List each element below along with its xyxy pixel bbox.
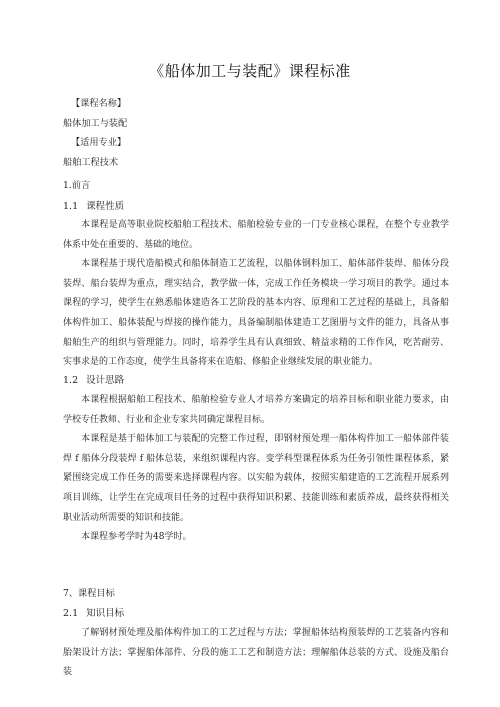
section-1-2-heading: [63, 371, 449, 391]
paragraph-course-description: 本课程基于现代造船模式和船体制造工艺流程，以船体钢料加工、船体部件装焊、船体分段装焊、船台装焊为重点，理实结合，教学做一体，完成工作任务模块一学习项目的教学。通过本课程的学习，使学生在熟悉船体建造各工艺阶段的基本内容、原理和工艺过程的基础上，具备船体构件加工、船体装配与焊接的操作能力，具备编制船体建造工艺图册与文件的能力，具备从事船舶生产的组织与管理能力。同时，培养学生具有认真细致、精益求精的工作作风，吃苦耐劳、实事求是的工作态度，使学生具备将来在造船、修船企业继续发展的职业能力。: [63, 259, 449, 368]
section-1-heading: 1.前言: [63, 180, 91, 191]
paragraph-course-nature: 本课程是高等职业院校船舶工程技术、船舶检验专业的一门专业核心课程，在整个专业教学体系中处在重要的、基础的地位。 本课程基于现代造船模式和船体制造工艺流程，以船体钢料加工、船体部件装焊、船体分段装焊、船台装焊为重点，理实结合，教学做一体，完成工作任务模块一学习项目的教学。通过本课程的学习，使学生在熟悉船体建造各工艺阶段的基本内容、原理和工艺过程的基础上，具备船体构件加工、船体装配与焊接的操作能力，具备编制船体建造工艺图册与文件的能力，具备从事船舶生产的组织与管理能力。同时，培养学生具有认真细致、精益求精的工作作风，吃苦耐劳、实事求是的工作态度，使学生具备将来在造船、修船企业继续发展的职业能力。: [63, 216, 449, 373]
section-2-heading: 7、课程目标: [63, 588, 115, 599]
section-number: 2.1: [63, 608, 79, 619]
section-title: 课程性质: [86, 201, 125, 212]
paragraph-course-content: 本课程是基于船体加工与装配的完整工作过程，即钢材预处理一船体构件加工一船体部件装焊 f 船体分段装焊 f 船体总装，来组织课程内容。变学科型课程体系为任务引领性课程体系，紧紧围绕完成工作任务的需要来选择课程内容。以实船为载体，按照实船建造的工艺流程开展系列项目训练，让学生在完成项目任务的过程中获得知识积累、技能训练和素质养成，最终获得相关职业活动所需要的知识和技能。: [63, 434, 449, 523]
section-2-1-heading: [63, 604, 449, 624]
section-number: 1.1: [63, 201, 79, 212]
paragraph-knowledge-goals: 了解钢材预处理及船体构件加工的工艺过程与方法；掌握船体结构预装焊的工艺装备内容和胎架设计方法；掌握船体部件、分段的施工工艺和制造方法；理解船体总装的方式、设施及船台装: [63, 628, 449, 678]
section-1-1-heading: [63, 197, 449, 217]
paragraph-design-ideas: 本课程根据船舶工程技术、船舶检验专业人才培养方案确定的培养目标和职业能力要求，由学校专任教师、行业和企业专家共同确定课程目标。 本课程是基于船体加工与装配的完整工作过程，即钢材预处理一船体构件加工一船体部件装焊 f 船体分段装焊 f 船体总装，来组织课程内容。变学科型课程体系为任务引领性课程体系，紧紧围绕完成工作任务的需要来选择课程内容。以实船为载体，按照实船建造的工艺流程开展系列项目训练，让学生在完成项目任务的过程中获得知识积累、技能训练和素质养成，最终获得相关职业活动所需要的知识和技能。 本课程参考学时为48学时。: [63, 391, 449, 548]
course-name-label: 【课程名称】: [71, 98, 127, 109]
applicable-major-label: 【适用专业】: [71, 137, 127, 149]
course-info: [63, 94, 449, 172]
document-title: 《船体加工与装配》课程标准: [149, 62, 351, 80]
section-title: 知识目标: [86, 608, 125, 619]
applicable-major: 船舶工程技术: [63, 156, 119, 168]
paragraph-class-hours: 本课程参考学时为48学时。: [81, 532, 192, 543]
section-number: 1.2: [63, 375, 79, 386]
course-name: 船体加工与装配: [63, 117, 128, 129]
section-title: 设计思路: [86, 375, 125, 386]
